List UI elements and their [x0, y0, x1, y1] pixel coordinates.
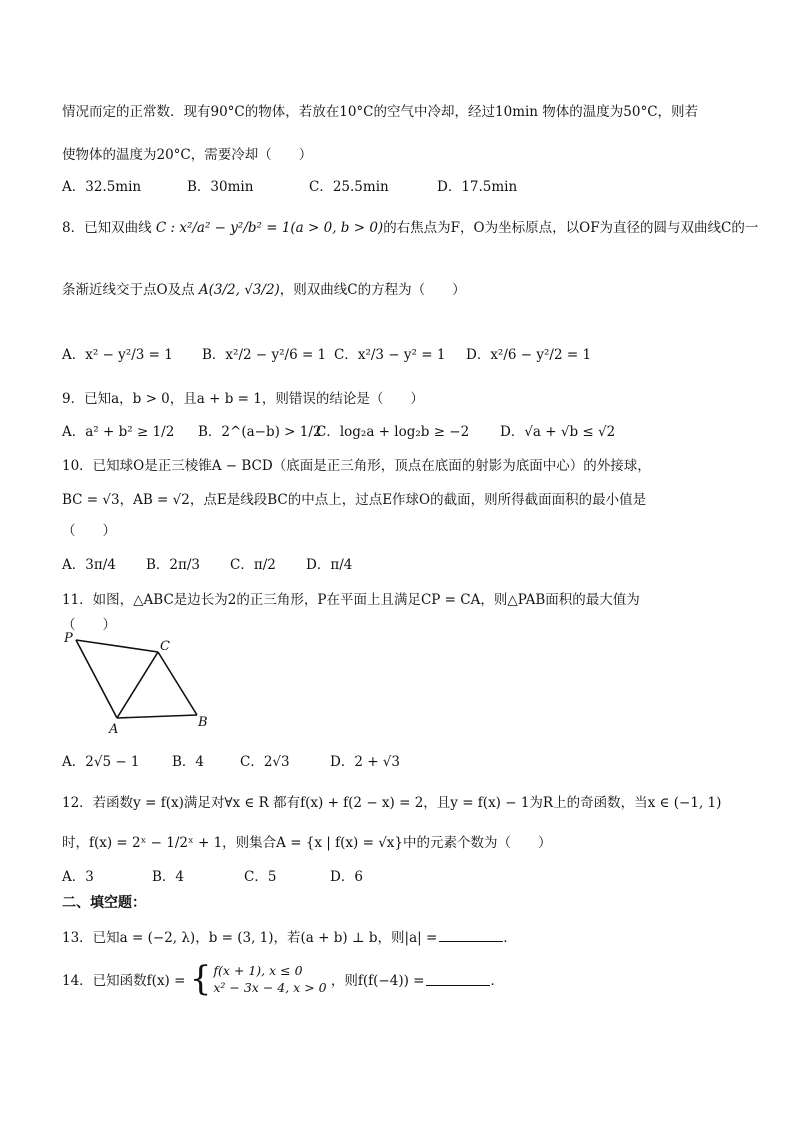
q8-option-b: B．x²/2 − y²/6 = 1 [202, 347, 327, 363]
q8-options [62, 343, 591, 363]
q7-option-b: B．30min [187, 179, 254, 195]
q10-option-d: D．π/4 [306, 557, 353, 573]
label-a: A [109, 722, 119, 737]
q8-line2-rest: ，则双曲线C的方程为（ ） [279, 282, 466, 298]
q11-option-d: D．2 + √3 [330, 754, 400, 770]
q8-line1 [62, 216, 758, 236]
q9-option-d: D．√a + √b ≤ √2 [500, 424, 616, 440]
q13-end: ． [503, 930, 517, 946]
q7-option-c: C．25.5min [309, 179, 389, 195]
q13-answer-blank[interactable] [439, 929, 503, 942]
segment-pa [76, 640, 117, 718]
q14-case-1: f(x + 1), x ≤ 0 [213, 963, 303, 978]
q13-line [62, 926, 517, 946]
section-2-title: 二、填空题： [62, 895, 146, 911]
q9-options [62, 420, 615, 440]
q14-line [62, 959, 504, 999]
q12-option-a: A．3 [62, 869, 94, 885]
q12-option-d: D．6 [330, 869, 363, 885]
q11-option-c: C．2√3 [240, 754, 290, 770]
q8-option-a: A．x² − y²/3 = 1 [62, 347, 173, 363]
q10-line1: 10．已知球O是正三棱锥A − BCD（底面是正三角形，顶点在底面的射影为底面中心）的外接球， [62, 458, 651, 474]
q12-line2: 时，f(x) = 2ˣ − 1/2ˣ + 1，则集合A = {x | f(x) = √x}中的元素个数为（ ） [62, 835, 552, 851]
label-c: C [160, 639, 170, 654]
q9-option-c: C．log₂a + log₂b ≥ −2 [316, 424, 470, 440]
q14-end: ． [490, 973, 504, 989]
q14-suffix: ，则f(f(−4)) = [330, 973, 425, 989]
q10-line3: （ ） [62, 523, 116, 539]
q13-text: 13．已知a = (−2, λ)，b = (3, 1)，若(a + b) ⊥ b，则|a| = [62, 930, 438, 946]
q14-brace: { [189, 959, 212, 999]
q8-equation: C : x²/a² − y²/b² = 1(a > 0, b > 0) [155, 220, 384, 236]
q7-option-a: A．32.5min [62, 179, 142, 195]
q7-option-d: D．17.5min [437, 179, 518, 195]
q14-prefix: 14．已知函数f(x) = [62, 973, 186, 989]
segment-ab [117, 715, 197, 718]
q9-stem: 9．已知a，b > 0，且a + b = 1，则错误的结论是（ ） [62, 391, 424, 407]
segment-cb [158, 652, 197, 715]
q10-options [62, 553, 352, 573]
q12-line1: 12．若函数y = f(x)满足对∀x ∈ R 都有f(x) + f(2 − x) = 2，且y = f(x) − 1为R上的奇函数，当x ∈ (−1, 1) [62, 795, 722, 811]
q7-line1: 情况而定的正常数．现有90°C的物体，若放在10°C的空气中冷却，经过10min 物体的温度为50°C，则若 [62, 104, 699, 120]
q10-option-c: C．π/2 [230, 557, 276, 573]
q11-options [62, 750, 400, 770]
q8-text: 已知双曲线 [84, 220, 152, 236]
q9-option-a: A．a² + b² ≥ 1/2 [62, 424, 175, 440]
q10-line2: BC = √3，AB = √2，点E是线段BC的中点上，过点E作球O的截面，则所得截面面积的最小值是 [62, 492, 647, 508]
q14-case-2: x² − 3x − 4, x > 0 [213, 980, 327, 995]
segment-pc [76, 640, 158, 652]
q11-option-a: A．2√5 − 1 [62, 754, 140, 770]
q8-point-a: A(3/2, √3/2) [198, 282, 280, 298]
q11-figure [60, 628, 220, 738]
q12-option-c: C．5 [244, 869, 277, 885]
label-b: B [198, 715, 208, 730]
q8-line2 [62, 278, 466, 298]
q9-option-b: B．2^(a−b) > 1/2 [198, 424, 322, 440]
q11-option-b: B．4 [172, 754, 205, 770]
q8-rest: 的右焦点为F，O为坐标原点，以OF为直径的圆与双曲线C的一 [383, 220, 759, 236]
q8-option-c: C．x²/3 − y² = 1 [334, 347, 446, 363]
q12-options [62, 865, 363, 885]
q8-option-d: D．x²/6 − y²/2 = 1 [466, 347, 592, 363]
q14-answer-blank[interactable] [426, 973, 490, 986]
q11-line1: 11．如图，△ABC是边长为2的正三角形，P在平面上且满足CP = CA，则△PAB面积的最大值为 [62, 592, 640, 608]
q8-line2-text: 条渐近线交于点O及点 [62, 282, 195, 298]
q10-option-a: A．3π/4 [62, 557, 116, 573]
q12-option-b: B．4 [152, 869, 185, 885]
q11-line2: （ ） [62, 617, 116, 633]
q14-cases [213, 962, 326, 996]
q7-line2: 使物体的温度为20°C，需要冷却（ ） [62, 147, 313, 163]
q7-options [62, 175, 517, 195]
label-p: P [64, 631, 73, 646]
q8-number: 8． [62, 220, 85, 236]
segment-ca [117, 652, 158, 718]
q10-option-b: B．2π/3 [146, 557, 201, 573]
